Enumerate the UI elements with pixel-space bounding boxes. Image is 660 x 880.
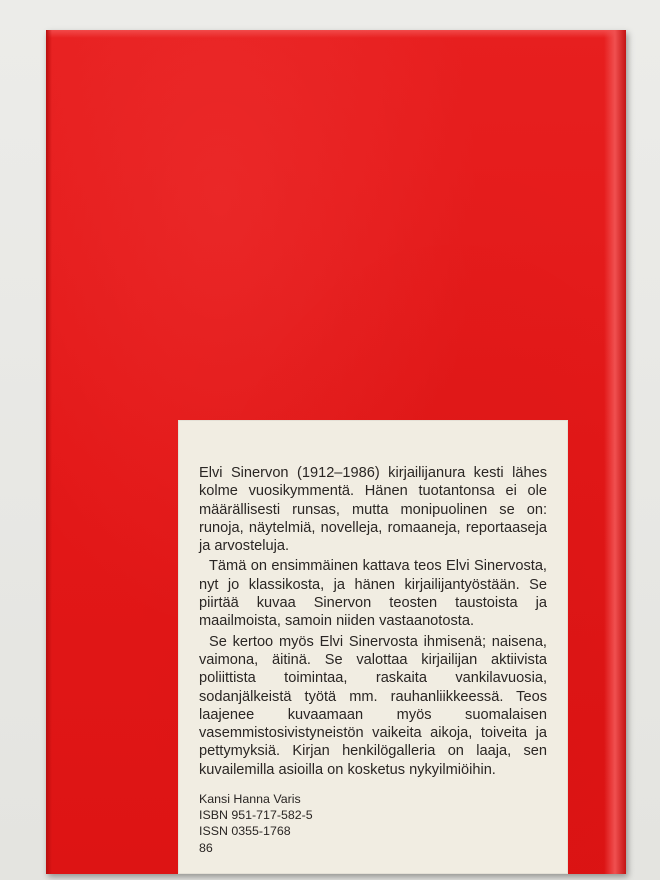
issn: ISSN 0355-1768 xyxy=(199,824,291,839)
book-left-edge xyxy=(46,30,52,874)
book-back-cover xyxy=(46,30,626,874)
publication-credits xyxy=(199,791,547,856)
blurb-paragraph-2: Tämä on ensimmäinen kattava teos Elvi Sinervosta, nyt jo klassikosta, ja hänen kirjailijantyöstään. Se piirtää kuvaa Sinervon teosten taustoista ja maailmoista, samoin niiden vastaanotosta. xyxy=(199,558,547,630)
isbn: ISBN 951-717-582-5 xyxy=(199,808,313,823)
book-top-edge xyxy=(46,30,626,38)
book-spine-edge xyxy=(604,30,626,874)
blurb-text xyxy=(199,464,547,856)
blurb-paragraph-1: Elvi Sinervon (1912–1986) kirjailijanura kesti lähes kolme vuosikymmentä. Hänen tuotantonsa ei ole määrällisesti runsas, mutta monipuolinen se on: runoja, näytelmiä, novelleja, romaaneja, reportaaseja ja arvosteluja. xyxy=(199,465,547,555)
blurb-paragraph-3: Se kertoo myös Elvi Sinervosta ihmisenä; naisena, vaimona, äitinä. Se valottaa kirjailijan aktiivista poliittista toimintaa, raskaita vankilavuosia, sodanjälkeistä työtä mm. rauhanliikkeessä. Teos laajenee kuvaamaan myös suomalaisen vasemmistosivistyneistön vaikeita aikoja, toiveita ja pettymyksiä. Kirjan henkilögalleria on laaja, sen kuvailemilla asioilla on kosketus nykyilmiöihin. xyxy=(199,633,547,778)
cover-credit: Kansi Hanna Varis xyxy=(199,792,301,807)
blurb-label xyxy=(178,420,568,874)
series-number: 86 xyxy=(199,840,213,855)
